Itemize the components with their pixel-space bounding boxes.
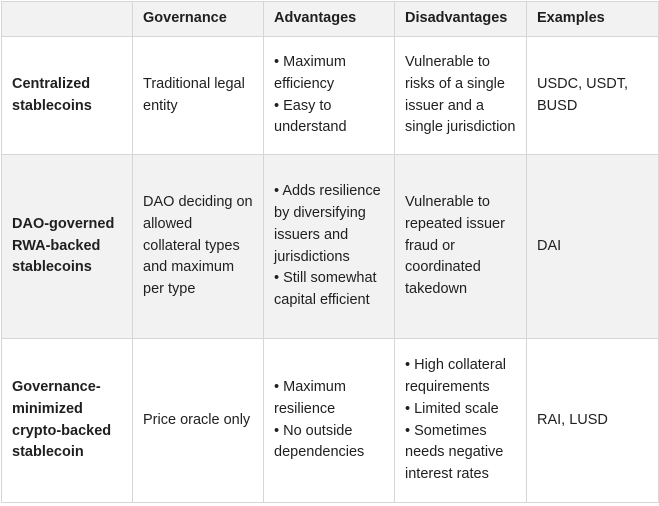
table-row [2,37,659,155]
bullet-icon: • [405,422,411,439]
governance-cell: Traditional legal entity [133,37,264,155]
header-cell-governance: Governance [133,2,264,37]
governance-cell: DAO deciding on allowed collateral types and maximum per type [133,155,264,339]
disadvantages-cell: Vulnerable to repeated issuer fraud or coordinated takedown [395,155,527,339]
list-item-text: High collateral requirements [405,357,506,396]
list-item [405,421,516,486]
table-row [2,339,659,503]
header-cell-examples: Examples [527,2,659,37]
bullet-icon: • [274,97,280,114]
header-cell-empty [2,2,133,37]
list-item-text: Limited scale [414,400,499,417]
table-row [2,155,659,339]
list-item [274,268,384,311]
header-row [2,2,659,37]
row-label-governance-minimized: Governance-minimized crypto-backed stablecoin [2,339,133,503]
bullet-icon: • [274,270,280,287]
disadvantages-cell [395,339,527,503]
row-label-centralized: Centralized stablecoins [2,37,133,155]
examples-cell: DAI [527,155,659,339]
table-header [2,2,659,37]
advantages-cell [264,155,395,339]
advantages-list [274,377,384,464]
list-item-text: Sometimes needs negative interest rates [405,422,504,482]
stablecoin-comparison-table [1,1,659,503]
governance-cell: Price oracle only [133,339,264,503]
advantages-list [274,181,384,311]
bullet-icon: • [405,400,411,417]
bullet-icon: • [405,357,411,374]
bullet-icon: • [274,379,280,396]
advantages-cell [264,339,395,503]
disadvantages-cell: Vulnerable to risks of a single issuer and a single jurisdiction [395,37,527,155]
table-body [2,37,659,503]
comparison-table-container [0,1,659,506]
row-label-dao-governed: DAO-governed RWA-backed stablecoins [2,155,133,339]
examples-cell: USDC, USDT, BUSD [527,37,659,155]
list-item-text: Maximum resilience [274,379,346,417]
list-item [274,96,384,139]
list-item [405,399,516,421]
bullet-icon: • [274,54,280,71]
list-item [274,52,384,95]
list-item [405,355,516,398]
advantages-cell [264,37,395,155]
list-item [274,421,384,464]
list-item [274,377,384,420]
examples-cell: RAI, LUSD [527,339,659,503]
disadvantages-list [405,355,516,485]
list-item-text: Adds resilience by diversifying issuers and jurisdictions [274,183,381,265]
list-item-text: Easy to understand [274,97,347,136]
list-item [274,181,384,268]
list-item-text: Maximum efficiency [274,54,346,92]
list-item-text: Still somewhat capital efficient [274,270,377,308]
list-item-text: No outside dependencies [274,422,365,461]
header-cell-advantages: Advantages [264,2,395,37]
bullet-icon: • [274,183,280,200]
bullet-icon: • [274,422,280,439]
advantages-list [274,52,384,139]
header-cell-disadvantages: Disadvantages [395,2,527,37]
